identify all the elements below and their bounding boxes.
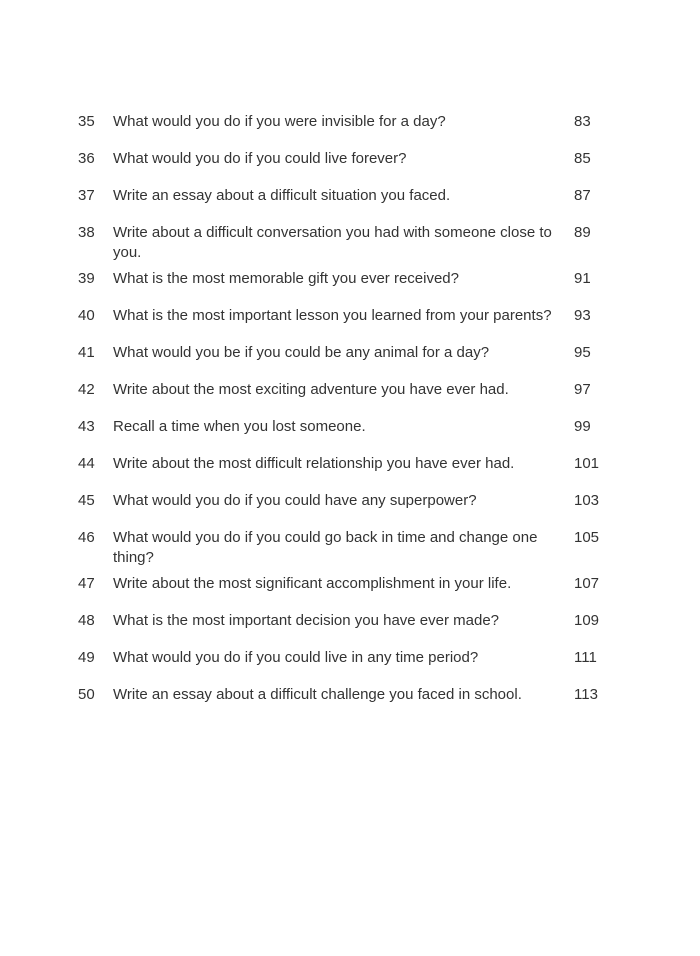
toc-entry	[78, 454, 700, 474]
entry-number: 47	[78, 575, 95, 592]
toc-entry	[78, 112, 700, 132]
entry-title: Write about the most exciting adventure you have ever had.	[113, 381, 509, 398]
entry-title: Write an essay about a difficult challenge you faced in school.	[113, 686, 522, 703]
entry-page-number: 95	[574, 344, 591, 361]
entry-page-number: 105	[574, 529, 600, 546]
entry-title: What is the most memorable gift you ever received?	[113, 270, 459, 287]
entry-page-number: 103	[574, 492, 600, 509]
entry-number: 39	[78, 270, 95, 287]
entry-page-number: 113	[574, 686, 598, 703]
entry-page-number: 99	[574, 418, 591, 435]
entry-title: Write about the most significant accomplishment in your life.	[113, 575, 512, 592]
entry-number: 42	[78, 381, 95, 398]
entry-number: 40	[78, 307, 95, 324]
entry-page-number: 85	[574, 150, 591, 167]
entry-number: 41	[78, 344, 95, 361]
entry-number: 35	[78, 113, 95, 130]
entry-title: What would you do if you could have any superpower?	[113, 492, 477, 509]
entry-number: 49	[78, 649, 95, 666]
entry-number: 36	[78, 150, 95, 167]
entry-title: Write an essay about a difficult situation you faced.	[113, 187, 451, 204]
toc-entry	[78, 528, 700, 568]
entry-title: What is the most important lesson you learned from your parents?	[113, 307, 552, 324]
entry-title: What would you be if you could be any animal for a day?	[113, 344, 490, 361]
entry-page-number: 109	[574, 612, 600, 629]
toc-entry	[78, 223, 700, 263]
toc-entry	[78, 648, 700, 668]
toc-entry	[78, 343, 700, 363]
entry-title: Write about the most difficult relationship you have ever had.	[113, 455, 515, 472]
entry-number: 43	[78, 418, 95, 435]
toc-entry	[78, 491, 700, 511]
toc-entry	[78, 149, 700, 169]
entry-page-number: 93	[574, 307, 591, 324]
toc-entry	[78, 380, 700, 400]
entry-title: What is the most important decision you have ever made?	[113, 612, 500, 629]
toc-entry	[78, 685, 700, 705]
entry-page-number: 97	[574, 381, 591, 398]
entry-page-number: 89	[574, 224, 591, 241]
toc-entry	[78, 186, 700, 206]
entry-number: 38	[78, 224, 95, 241]
entry-title: What would you do if you could live forever?	[113, 150, 407, 167]
entry-title: Recall a time when you lost someone.	[113, 418, 366, 435]
entry-page-number: 91	[574, 270, 591, 287]
entry-title: Write about a difficult conversation you had with someone close to you.	[113, 224, 552, 261]
entry-page-number: 107	[574, 575, 600, 592]
entry-page-number: 101	[574, 455, 600, 472]
entry-page-number: 83	[574, 113, 591, 130]
entry-title: What would you do if you were invisible for a day?	[113, 113, 446, 130]
entry-number: 45	[78, 492, 95, 509]
entry-number: 50	[78, 686, 95, 703]
entry-page-number: 111	[574, 649, 597, 666]
entry-page-number: 87	[574, 187, 591, 204]
entry-number: 48	[78, 612, 95, 629]
toc-entry	[78, 611, 700, 631]
entry-title: What would you do if you could go back in time and change one thing?	[113, 529, 538, 566]
toc-entry	[78, 417, 700, 437]
toc-entry	[78, 269, 700, 289]
entry-number: 44	[78, 455, 95, 472]
entry-title: What would you do if you could live in any time period?	[113, 649, 479, 666]
toc-entry	[78, 574, 700, 594]
toc-entry	[78, 306, 700, 326]
entry-number: 37	[78, 187, 95, 204]
entry-number: 46	[78, 529, 95, 546]
